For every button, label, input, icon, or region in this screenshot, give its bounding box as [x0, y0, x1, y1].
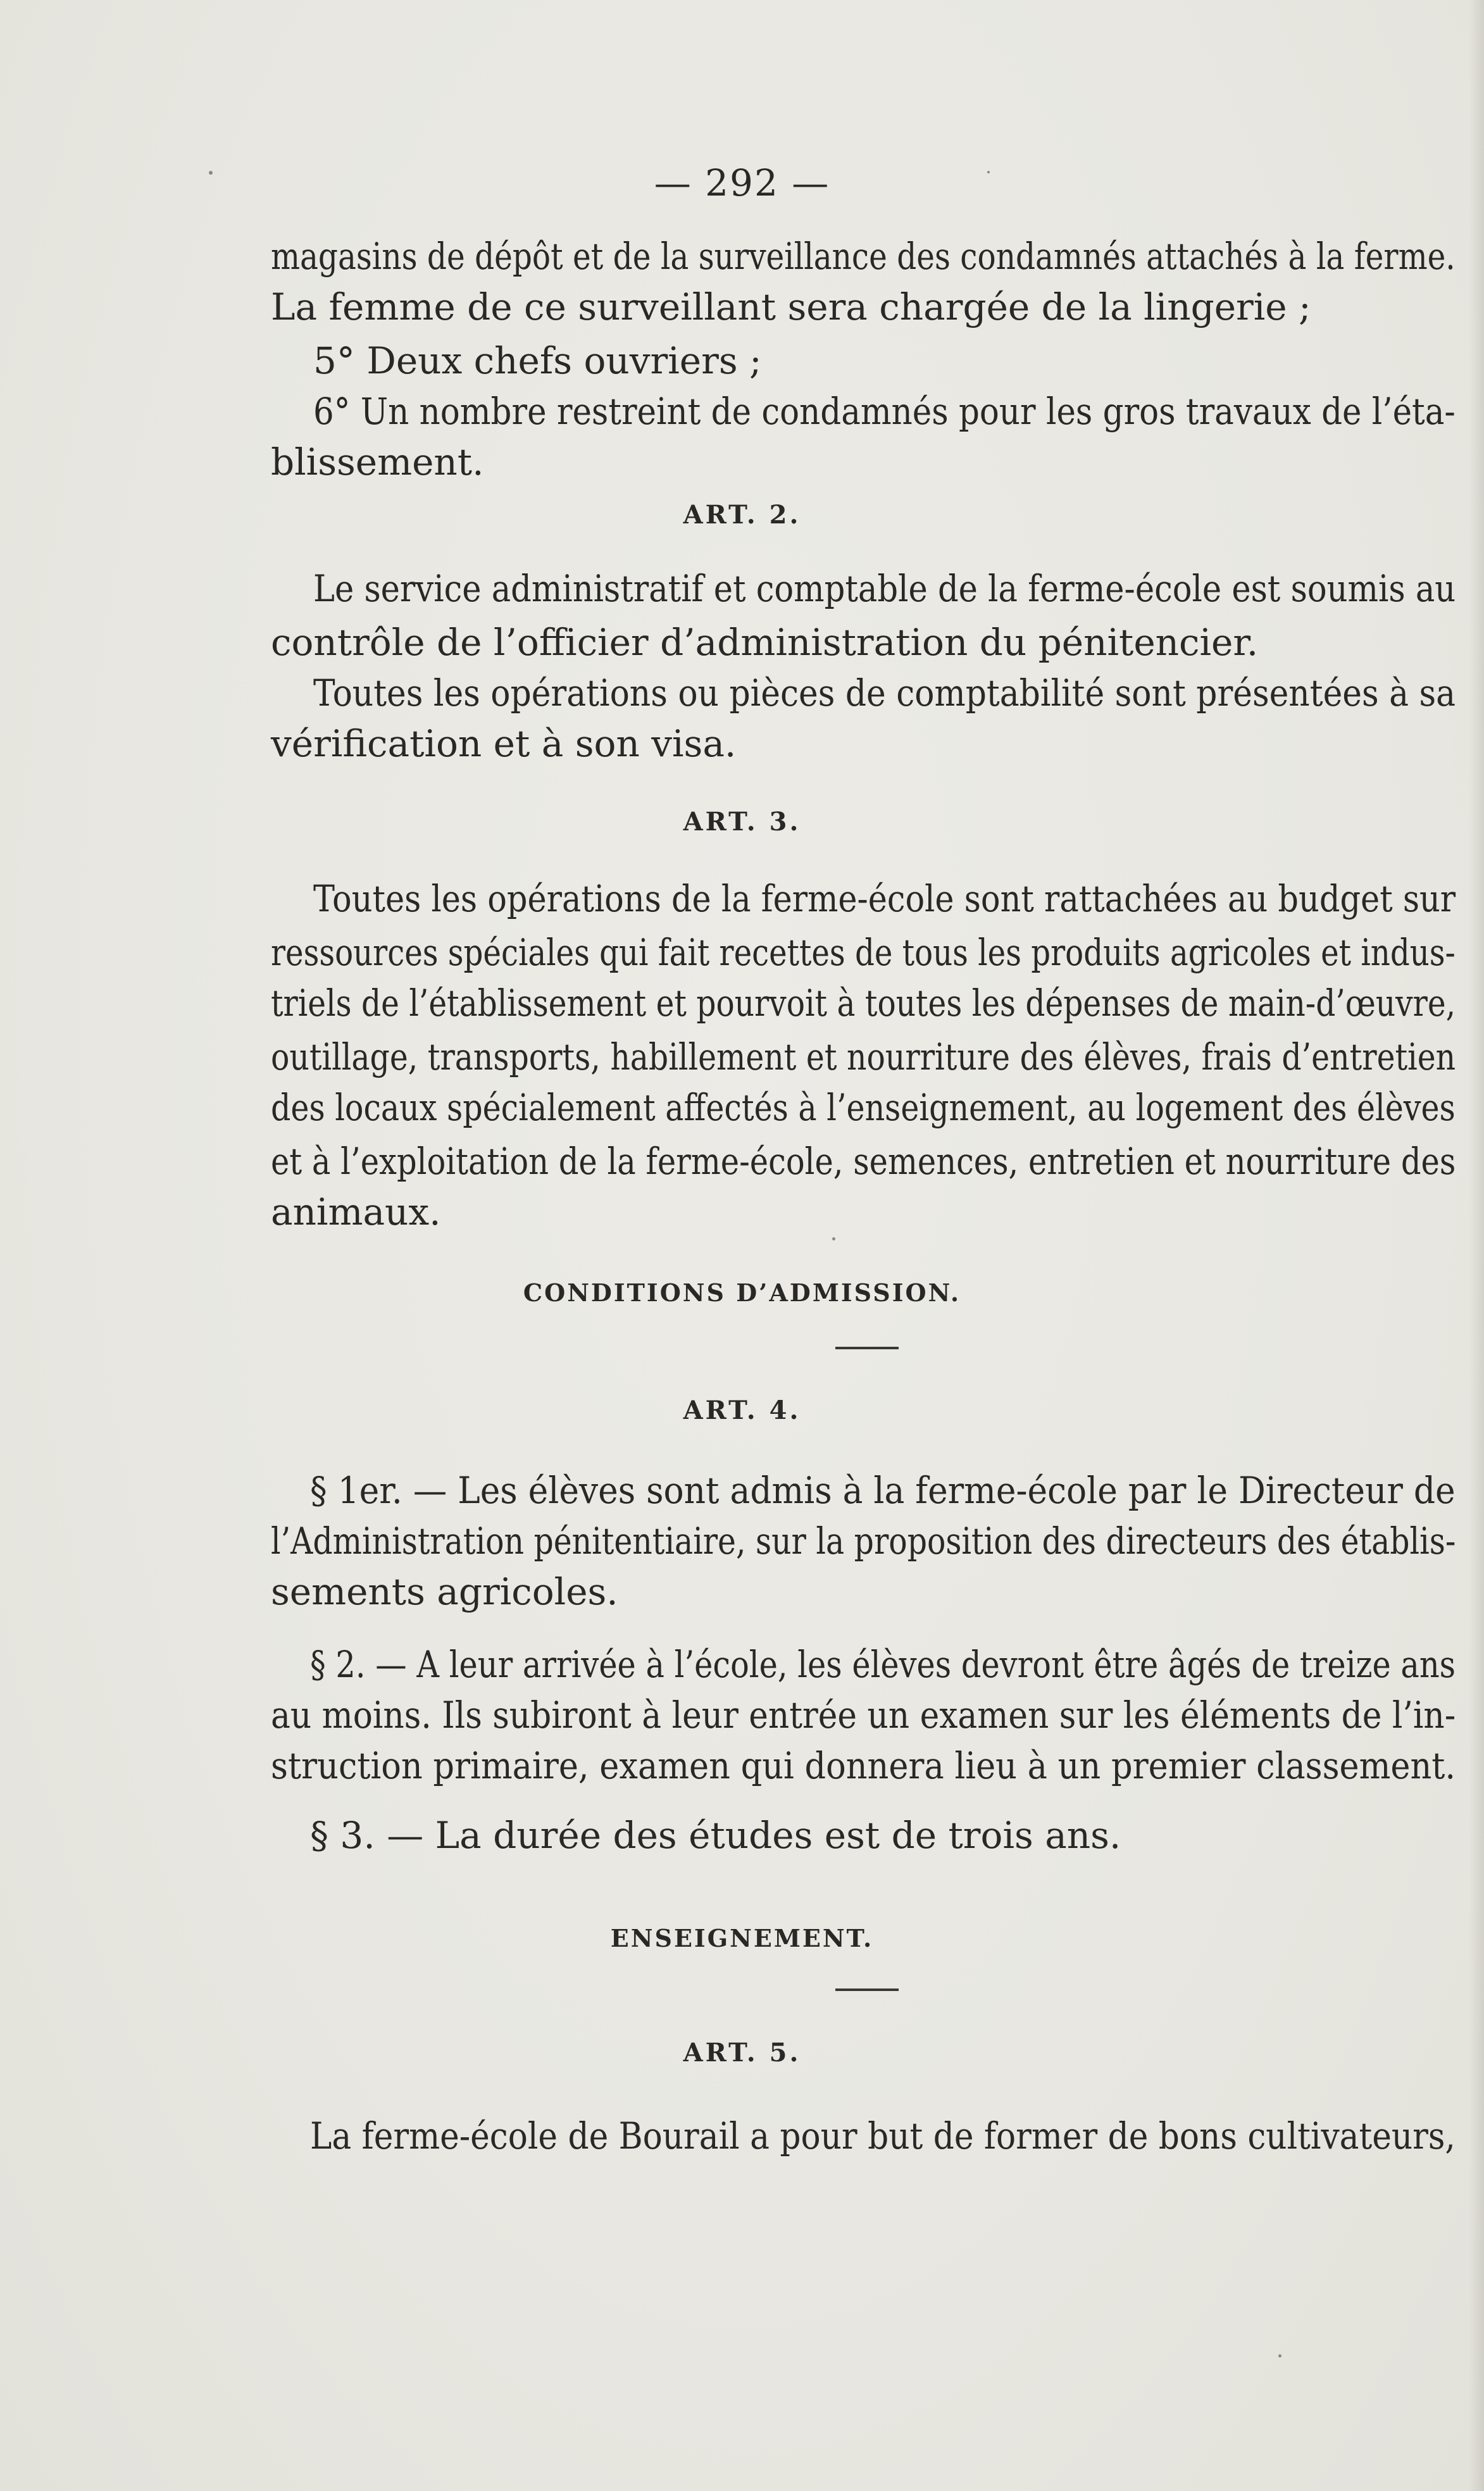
text-line: contrôle de l’officier d’administration du pénitencier.: [271, 621, 1259, 664]
text-line: § 2. — A leur arrivée à l’école, les élèves devront être âgés de treize ans: [310, 1643, 1456, 1686]
text-line: magasins de dépôt et de la surveillance des condamnés attachés à la ferme.: [271, 235, 1456, 278]
text-line: des locaux spécialement affectés à l’enseignement, au logement des élèves: [271, 1086, 1456, 1129]
text-line: blissement.: [271, 440, 484, 484]
text-line: Toutes les opérations ou pièces de comptabilité sont présentées à sa: [313, 671, 1456, 715]
text-line: Toutes les opérations de la ferme-école sont rattachées au budget sur: [313, 877, 1456, 920]
section-divider: [835, 1988, 899, 1991]
page-number: — 292 —: [654, 161, 830, 204]
paper-speck: [1278, 2354, 1281, 2357]
text-line: au moins. Ils subiront à leur entrée un examen sur les éléments de l’in-: [271, 1694, 1456, 1737]
text-line: 5° Deux chefs ouvriers ;: [313, 339, 762, 382]
page-edge-shadow: [1469, 0, 1484, 2491]
section-heading-enseignement: ENSEIGNEMENT.: [610, 1924, 874, 1952]
text-line: et à l’exploitation de la ferme-école, semences, entretien et nourriture des: [271, 1140, 1456, 1183]
text-line: sements agricoles.: [271, 1570, 618, 1613]
article-heading: ART. 4.: [683, 1395, 801, 1425]
text-line: § 1er. — Les élèves sont admis à la ferme-école par le Directeur de: [310, 1469, 1456, 1512]
section-divider: [835, 1347, 899, 1349]
text-line: struction primaire, examen qui donnera lieu à un premier classement.: [271, 1744, 1456, 1787]
text-line: Le service administratif et comptable de la ferme-école est soumis au: [313, 567, 1456, 610]
section-heading-conditions: CONDITIONS D’ADMISSION.: [523, 1278, 961, 1307]
paper-speck: [832, 1237, 835, 1240]
text-line: La femme de ce surveillant sera chargée de la lingerie ;: [271, 285, 1311, 328]
text-line: ressources spéciales qui fait recettes de tous les produits agricoles et indus-: [271, 931, 1456, 974]
text-line: La ferme-école de Bourail a pour but de former de bons cultivateurs,: [310, 2114, 1456, 2157]
article-heading: ART. 5.: [683, 2038, 801, 2068]
text-line: outillage, transports, habillement et nourriture des élèves, frais d’entretien: [271, 1035, 1456, 1078]
text-line: animaux.: [271, 1190, 441, 1233]
paper-speck: [209, 171, 213, 175]
text-line: § 3. — La durée des études est de trois ans.: [310, 1814, 1121, 1857]
text-line: triels de l’établissement et pourvoit à toutes les dépenses de main-d’œuvre,: [271, 982, 1456, 1025]
article-heading: ART. 3.: [683, 807, 801, 837]
paper-speck: [987, 171, 990, 173]
text-line: 6° Un nombre restreint de condamnés pour les gros travaux de l’éta-: [313, 390, 1456, 433]
article-heading: ART. 2.: [683, 500, 801, 530]
text-line: l’Administration pénitentiaire, sur la proposition des directeurs des établis-: [271, 1520, 1456, 1563]
text-line: vérification et à son visa.: [271, 722, 737, 765]
